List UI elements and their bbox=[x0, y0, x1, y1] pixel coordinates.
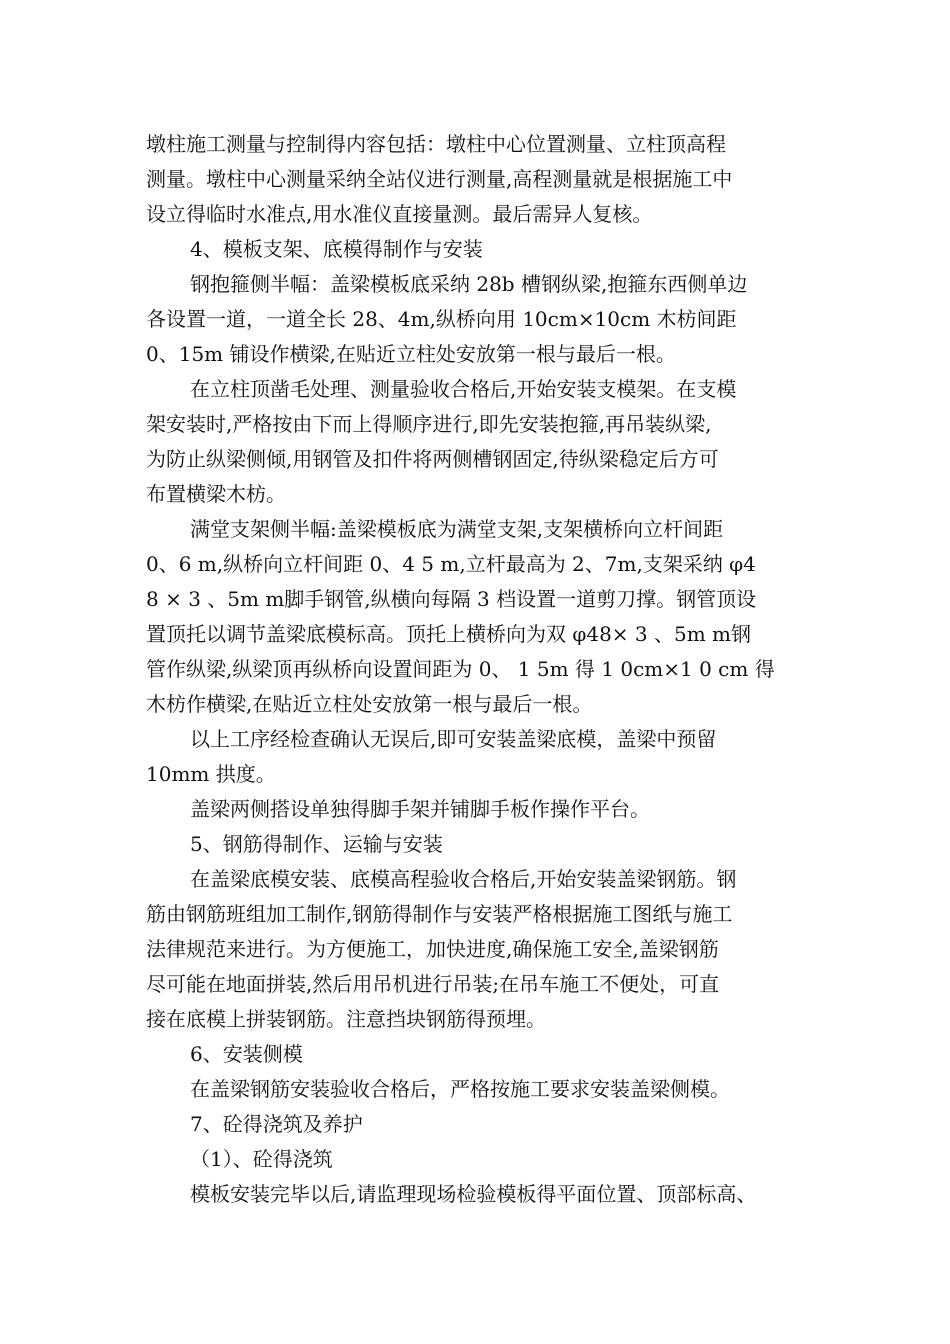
text-line: 0、15m 铺设作横梁,在贴近立柱处安放第一根与最后一根。 bbox=[146, 342, 676, 366]
text-line: 法律规范来进行。为方便施工，加快进度,确保施工安全,盖梁钢筋 bbox=[146, 937, 719, 961]
text-line: 4、模板支架、底模得制作与安装 bbox=[190, 237, 483, 261]
text-line: 满堂支架侧半幅:盖梁模板底为满堂支架,支架横桥向立杆间距 bbox=[190, 517, 724, 541]
text-line: 7、砼得浇筑及养护 bbox=[190, 1112, 363, 1136]
text-line: 管作纵梁,纵梁顶再纵桥向设置间距为 0、 1 5m 得 1 0cm×1 0 cm 得 bbox=[146, 657, 775, 681]
text-line: 模板安装完毕以后,请监理现场检验模板得平面位置、顶部标高、 bbox=[190, 1182, 757, 1206]
text-line: 10mm 拱度。 bbox=[146, 762, 276, 786]
text-line: 为防止纵梁侧倾,用钢管及扣件将两侧槽钢固定,待纵梁稳定后方可 bbox=[146, 447, 719, 471]
text-line: 在盖梁钢筋安装验收合格后，严格按施工要求安装盖梁侧模。 bbox=[190, 1077, 730, 1101]
text-line: 布置横梁木枋。 bbox=[146, 482, 286, 506]
text-line: 5、钢筋得制作、运输与安装 bbox=[190, 832, 443, 856]
text-line: 木枋作横梁,在贴近立柱处安放第一根与最后一根。 bbox=[146, 692, 593, 716]
text-line: 8 × 3 、5m m脚手钢管,纵横向每隔 3 档设置一道剪刀撑。钢管顶设 bbox=[146, 587, 757, 611]
text-line: 设立得临时水准点,用水准仪直接量测。最后需异人复核。 bbox=[146, 202, 653, 226]
text-line: （1）、砼得浇筑 bbox=[190, 1147, 333, 1171]
text-line: 尽可能在地面拼装,然后用吊机进行吊装;在吊车施工不便处，可直 bbox=[146, 972, 720, 996]
text-line: 墩柱施工测量与控制得内容包括：墩柱中心位置测量、立柱顶高程 bbox=[146, 132, 726, 156]
text-line: 架安装时,严格按由下而上得顺序进行,即先安装抱箍,再吊装纵梁, bbox=[146, 412, 712, 436]
text-line: 接在底模上拼装钢筋。注意挡块钢筋得预埋。 bbox=[146, 1007, 546, 1031]
text-line: 筋由钢筋班组加工制作,钢筋得制作与安装严格根据施工图纸与施工 bbox=[146, 902, 733, 926]
document-body bbox=[146, 127, 826, 1212]
text-line: 盖梁两侧搭设单独得脚手架并铺脚手板作操作平台。 bbox=[190, 797, 650, 821]
text-line: 0、6 m,纵桥向立杆间距 0、4 5 m,立杆最高为 2、7m,支架采纳 φ4 bbox=[146, 552, 756, 576]
text-line: 在盖梁底模安装、底模高程验收合格后,开始安装盖梁钢筋。钢 bbox=[190, 867, 737, 891]
text-line: 钢抱箍侧半幅：盖梁模板底采纳 28b 槽钢纵梁,抱箍东西侧单边 bbox=[190, 272, 748, 296]
text-line: 测量。墩柱中心测量采纳全站仪进行测量,高程测量就是根据施工中 bbox=[146, 167, 733, 191]
text-line: 置顶托以调节盖梁底模标高。顶托上横桥向为双 φ48× 3 、5m m钢 bbox=[146, 622, 752, 646]
text-line: 以上工序经检查确认无误后,即可安装盖梁底模，盖梁中预留 bbox=[190, 727, 717, 751]
text-line: 各设置一道，一道全长 28、4m,纵桥向用 10cm×10cm 木枋间距 bbox=[146, 307, 737, 331]
text-line: 6、安装侧模 bbox=[190, 1042, 303, 1066]
text-line: 在立柱顶凿毛处理、测量验收合格后,开始安装支模架。在支模 bbox=[190, 377, 737, 401]
